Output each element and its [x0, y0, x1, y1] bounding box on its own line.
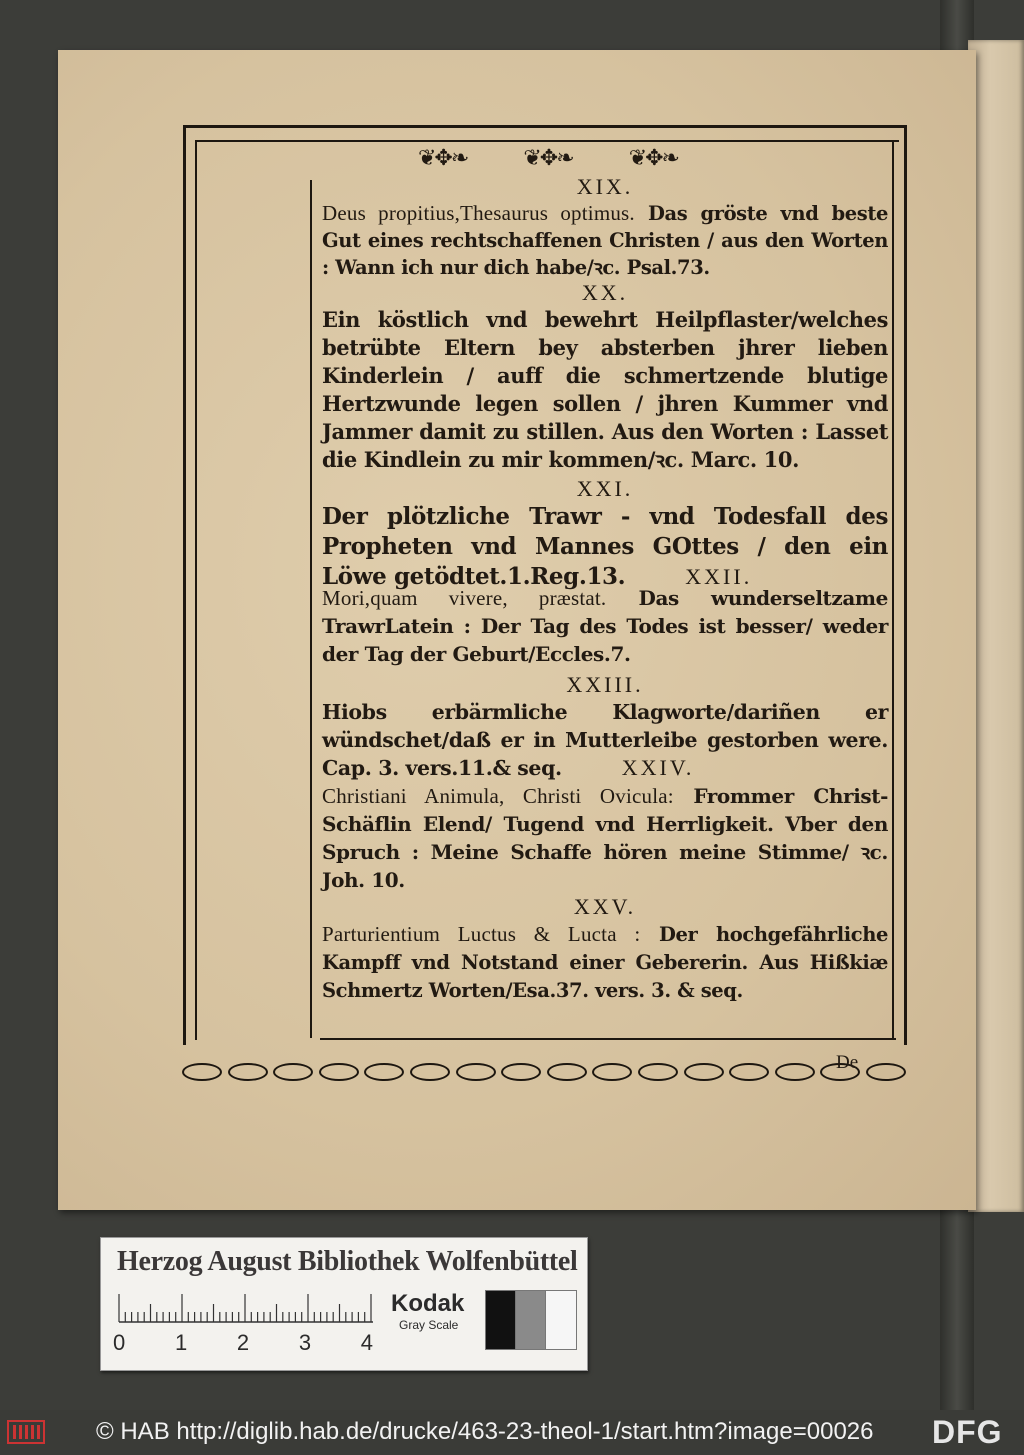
entry-text: Frommer Christ-Schäflin Elend/ Tugend vnd Herrligkeit. Vber den Spruch : Meine Schaffe hören meine Stimme/ ꝛc. Joh. 10. — [322, 784, 888, 892]
entry-text: Ein köstlich vnd bewehrt Heilpflaster/welches betrübte Eltern bey absterben jhrer lieben Kinderlein / auff die schmertzende blutige Hertzwunde legen sollen / jhren Kummer vnd Jammer damit zu stillen. Aus den Worten : Lasset die Kindlein zu mir kommen/ꝛc. Marc. 10. — [322, 307, 888, 472]
entry-paragraph — [322, 200, 888, 280]
gray-patch-white — [545, 1290, 577, 1350]
entry-numeral: XXI. — [576, 476, 634, 501]
chain-link-icon — [364, 1063, 404, 1081]
ruler-digit: 3 — [298, 1330, 312, 1355]
kodak-brand: Kodak — [391, 1290, 465, 1317]
ruler-digit: 4 — [360, 1330, 373, 1355]
frame-right-rule-inner — [892, 140, 894, 1040]
library-name: Herzog August Bibliothek Wolfenbüttel — [117, 1246, 578, 1277]
ruler-digit: 0 — [113, 1330, 126, 1355]
entry-text: Der hochgefährliche Kampff vnd Notstand einer Gebererin. Aus Hißkiæ Schmertz Worten/Esa.37. vers. 3. & seq. — [322, 923, 888, 1002]
chain-link-icon — [592, 1063, 632, 1081]
latin-title: Parturientium Luctus & Lucta : — [322, 922, 641, 946]
ruler-digits — [113, 1330, 373, 1356]
entry-paragraph — [322, 920, 888, 1004]
chain-border — [182, 1060, 906, 1084]
chain-link-icon — [729, 1063, 769, 1081]
ornament-header — [418, 145, 678, 171]
kodak-subtitle: Gray Scale — [399, 1318, 459, 1332]
chain-link-icon — [501, 1063, 541, 1081]
facing-page-edge — [968, 40, 1024, 1212]
chain-link-icon — [775, 1063, 815, 1081]
latin-title: Mori,quam vivere, præstat. — [322, 586, 607, 610]
frame-left-rule — [183, 125, 186, 1045]
chain-link-icon — [547, 1063, 587, 1081]
latin-title: Deus propitius,Thesaurus optimus. — [322, 201, 635, 225]
entry-numeral: XXV. — [573, 894, 637, 919]
chain-link-icon — [638, 1063, 678, 1081]
hab-logo-icon — [6, 1417, 46, 1447]
entry-numeral: XXII. — [685, 564, 753, 589]
entry-numeral: XXIV. — [621, 755, 695, 780]
fleuron-icon: ❦✥❧ — [418, 145, 468, 171]
chain-link-icon — [319, 1063, 359, 1081]
chain-link-icon — [228, 1063, 268, 1081]
entry-paragraph — [322, 502, 888, 590]
entry-text: Das wunderseltzame TrawrLatein : Der Tag des Todes ist besser/ weder der Tag der Geburt/Eccles.7. — [322, 586, 888, 666]
library-scale-card — [100, 1237, 588, 1371]
frame-bottom-rule — [320, 1038, 896, 1040]
dfg-logo: DFG — [932, 1414, 1003, 1450]
fleuron-icon: ❦✥❧ — [523, 145, 573, 171]
copyright-url[interactable]: © HAB http://diglib.hab.de/drucke/463-23-theol-1/start.htm?image=00026 — [96, 1418, 874, 1445]
frame-right-rule — [904, 125, 907, 1045]
entry-numeral: XIX. — [576, 174, 634, 199]
latin-title: Christiani Animula, Christi Ovicula: — [322, 784, 674, 808]
gray-patch-mid — [515, 1290, 547, 1350]
chain-link-icon — [866, 1063, 906, 1081]
chain-link-icon — [456, 1063, 496, 1081]
chain-link-icon — [273, 1063, 313, 1081]
entry-text: Der plötzliche Trawr - vnd Todesfall des Propheten vnd Mannes GOttes / den ein Löwe getödtet.1.Reg.13. — [322, 503, 888, 590]
frame-top-rule-inner — [195, 140, 899, 142]
entry-paragraph — [322, 584, 888, 672]
chain-link-icon — [182, 1063, 222, 1081]
column-rule — [310, 180, 312, 1038]
ruler-digit: 1 — [174, 1330, 188, 1355]
entry-text: Das gröste vnd beste Gut eines rechtschaffenen Christen / aus den Worten : Wann ich nur dich habe/ꝛc. Psal.73. — [322, 202, 888, 279]
entry-numeral: XXIII. — [566, 672, 644, 697]
frame-top-rule — [183, 125, 907, 128]
chain-link-icon — [684, 1063, 724, 1081]
entry-paragraph — [322, 782, 888, 894]
ruler-digit: 2 — [236, 1330, 250, 1355]
chain-link-icon — [410, 1063, 450, 1081]
entry-paragraph — [322, 698, 888, 782]
catchword: De — [836, 1052, 859, 1073]
fleuron-icon: ❦✥❧ — [628, 145, 678, 171]
frame-left-rule-inner — [195, 140, 197, 1040]
gray-patch-black — [485, 1290, 517, 1350]
entry-numeral: XX. — [581, 280, 629, 305]
entry-text: Hiobs erbärmliche Klagworte/dariñen er wündschet/daß er in Mutterleibe gestorben were. Cap. 3. vers.11.& seq. — [322, 700, 888, 780]
entry-list — [322, 174, 888, 1004]
entry-paragraph — [322, 306, 888, 476]
